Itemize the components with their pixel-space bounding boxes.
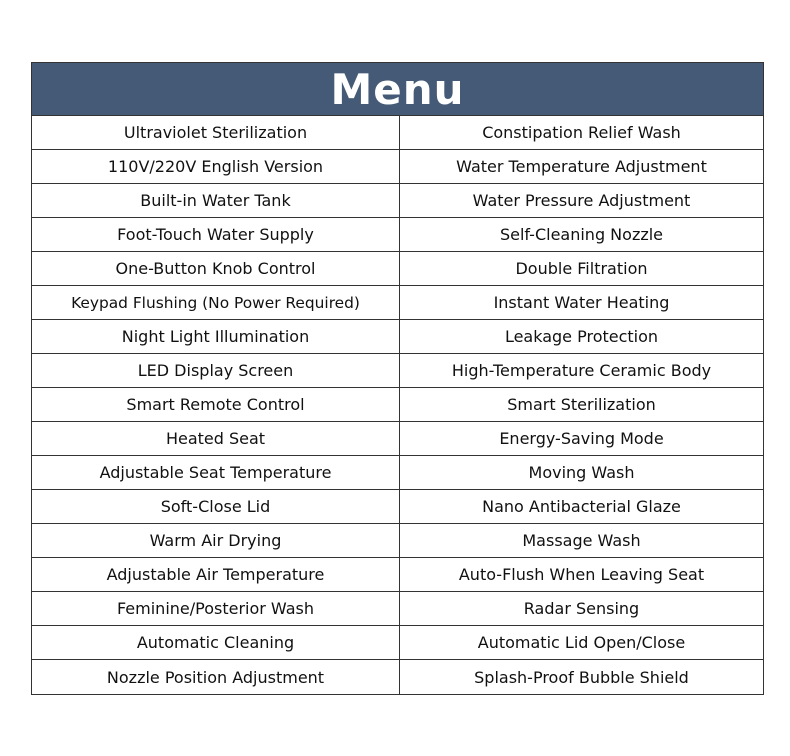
feature-cell: Auto-Flush When Leaving Seat: [400, 558, 763, 592]
feature-cell: Night Light Illumination: [32, 320, 400, 354]
feature-cell: Ultraviolet Sterilization: [32, 116, 400, 150]
feature-cell: Built-in Water Tank: [32, 184, 400, 218]
feature-cell: Energy-Saving Mode: [400, 422, 763, 456]
feature-cell: 110V/220V English Version: [32, 150, 400, 184]
feature-cell: Smart Sterilization: [400, 388, 763, 422]
feature-cell: Water Pressure Adjustment: [400, 184, 763, 218]
feature-cell: Nozzle Position Adjustment: [32, 660, 400, 694]
feature-cell: Instant Water Heating: [400, 286, 763, 320]
feature-cell: Double Filtration: [400, 252, 763, 286]
feature-cell: Heated Seat: [32, 422, 400, 456]
feature-cell: Adjustable Air Temperature: [32, 558, 400, 592]
feature-grid: [32, 116, 763, 694]
feature-cell: Water Temperature Adjustment: [400, 150, 763, 184]
feature-cell: Massage Wash: [400, 524, 763, 558]
feature-cell: Constipation Relief Wash: [400, 116, 763, 150]
feature-cell: Warm Air Drying: [32, 524, 400, 558]
feature-cell: Leakage Protection: [400, 320, 763, 354]
feature-cell: Automatic Cleaning: [32, 626, 400, 660]
feature-cell: Keypad Flushing (No Power Required): [32, 286, 400, 320]
feature-cell: One-Button Knob Control: [32, 252, 400, 286]
feature-cell: Self-Cleaning Nozzle: [400, 218, 763, 252]
feature-cell: Automatic Lid Open/Close: [400, 626, 763, 660]
feature-cell: LED Display Screen: [32, 354, 400, 388]
feature-cell: Radar Sensing: [400, 592, 763, 626]
feature-cell: Adjustable Seat Temperature: [32, 456, 400, 490]
feature-cell: Soft-Close Lid: [32, 490, 400, 524]
feature-cell: Foot-Touch Water Supply: [32, 218, 400, 252]
feature-cell: High-Temperature Ceramic Body: [400, 354, 763, 388]
feature-menu-table: [31, 62, 764, 695]
feature-cell: Feminine/Posterior Wash: [32, 592, 400, 626]
menu-title: Menu: [32, 63, 763, 116]
feature-cell: Nano Antibacterial Glaze: [400, 490, 763, 524]
feature-cell: Smart Remote Control: [32, 388, 400, 422]
feature-cell: Moving Wash: [400, 456, 763, 490]
feature-cell: Splash-Proof Bubble Shield: [474, 667, 689, 687]
